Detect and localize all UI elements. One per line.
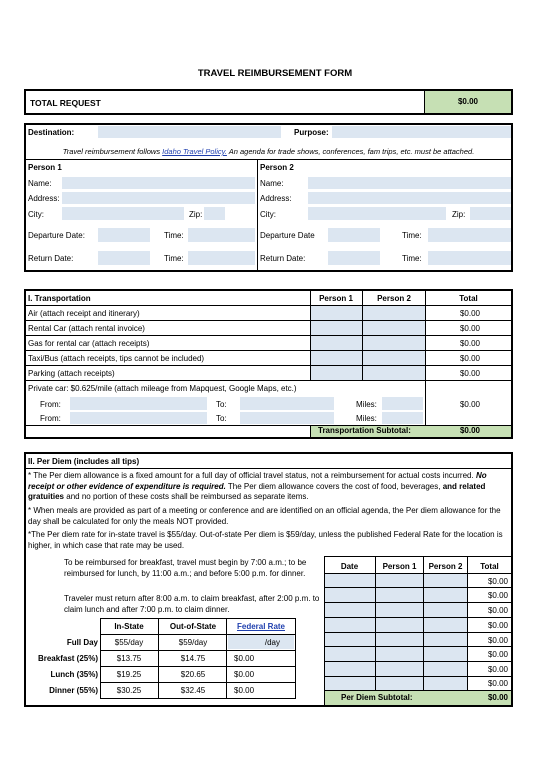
meal-timing-note-2: Traveler must return after 8:00 a.m. to claim breakfast, after 2:00 p.m. to claim lunch and after 7:00 p.m. to claim dinner. xyxy=(64,594,320,614)
rate-row-dinner-label: Dinner (55%) xyxy=(49,686,98,695)
transportation-heading: I. Transportation xyxy=(28,294,91,303)
divider xyxy=(324,573,511,574)
destination-label: Destination: xyxy=(28,128,75,137)
person1-return-label: Return Date: xyxy=(28,254,74,263)
person1-departure-label: Departure Date: xyxy=(28,231,85,240)
rate-row-breakfast-out: $14.75 xyxy=(180,654,206,663)
per-diem-col-person2: Person 2 xyxy=(428,562,463,571)
total-request-value-cell xyxy=(425,91,511,113)
person2-heading: Person 2 xyxy=(260,163,294,172)
miles-label: Miles: xyxy=(356,400,377,409)
total-request-value: $0.00 xyxy=(457,97,479,106)
rate-row-dinner-out: $32.45 xyxy=(180,686,206,695)
transport-col-person1: Person 1 xyxy=(319,294,353,303)
federal-rate-link[interactable]: Federal Rate xyxy=(236,622,286,631)
transport-row-taxi-total: $0.00 xyxy=(459,354,480,363)
person1-zip-input[interactable] xyxy=(204,207,225,220)
traveler-info-box xyxy=(24,123,513,272)
transport-row-air-total: $0.00 xyxy=(459,309,480,318)
policy-note-post: An agenda for trade shows, conferences, fam trips, etc. must be attached. xyxy=(228,147,475,156)
divider xyxy=(295,618,296,698)
person2-city-label: City: xyxy=(260,210,276,219)
rate-row-breakfast-in: $13.75 xyxy=(116,654,142,663)
person1-zip-label: Zip: xyxy=(189,210,203,219)
person1-return-time-input[interactable] xyxy=(188,251,255,265)
per-diem-paragraph-2: * When meals are provided as part of a meeting or conference and are identified on an official agenda, the Per diem allowance for the day shall be calculated for only the meals NOT provided. xyxy=(28,506,501,526)
to-label: To: xyxy=(216,414,227,423)
miles-label: Miles: xyxy=(356,414,377,423)
divider xyxy=(100,618,296,619)
divider xyxy=(26,365,511,366)
purpose-label: Purpose: xyxy=(294,128,329,137)
transportation-box xyxy=(24,289,513,439)
per-diem-p1-a: * The Per diem allowance is a fixed amount for a full day of official travel status, not a reimbursement for actual costs incurred. xyxy=(28,471,474,480)
miles-input-2[interactable] xyxy=(382,412,423,424)
person1-address-input[interactable] xyxy=(62,192,255,204)
divider xyxy=(100,634,296,635)
mileage-to-input-1[interactable] xyxy=(240,397,334,410)
divider xyxy=(26,305,511,306)
per-diem-row-total: $0.00 xyxy=(487,591,508,600)
divider xyxy=(324,617,511,618)
person2-address-label: Address: xyxy=(260,194,292,203)
rate-row-full-day-out: $59/day xyxy=(178,638,208,647)
rate-header-out-of-state: Out-of-State xyxy=(169,622,217,631)
per-diem-p1-d: and related gratuities xyxy=(28,481,486,501)
divider xyxy=(26,335,511,336)
person1-departure-input[interactable] xyxy=(98,228,150,242)
per-diem-p1-c: The Per diem allowance covers the cost of food, beverages, xyxy=(227,481,441,491)
person1-heading: Person 1 xyxy=(28,163,62,172)
private-car-label: Private car: $0.625/mile (attach mileage from Mapquest, Google Maps, etc.) xyxy=(28,384,297,393)
person2-name-input[interactable] xyxy=(308,177,511,189)
per-diem-table xyxy=(324,556,511,705)
divider xyxy=(362,291,363,380)
transport-row-gas-total: $0.00 xyxy=(459,339,480,348)
divider xyxy=(324,632,511,633)
total-request-label: TOTAL REQUEST xyxy=(30,98,101,108)
meal-timing-note-1: To be reimbursed for breakfast, travel must begin by 7:00 a.m.; to be reimbursed for lunch, by 11:00 a.m.; and before 5:00 p.m. for dinner. xyxy=(64,558,307,578)
rate-row-breakfast-label: Breakfast (25%) xyxy=(37,654,98,663)
divider xyxy=(100,698,296,699)
miles-input-1[interactable] xyxy=(382,397,423,410)
rate-header-in-state: In-State xyxy=(114,622,144,631)
rate-row-full-day-label: Full Day xyxy=(66,638,98,647)
person1-name-input[interactable] xyxy=(62,177,255,189)
person2-return-label: Return Date: xyxy=(260,254,306,263)
person1-column-fill xyxy=(310,305,362,380)
rate-row-breakfast-fed: $0.00 xyxy=(234,654,255,663)
per-diem-row-total: $0.00 xyxy=(487,650,508,659)
person2-return-input[interactable] xyxy=(328,251,380,265)
divider xyxy=(375,556,376,690)
divider xyxy=(324,602,511,603)
rate-row-lunch-in: $19.25 xyxy=(116,670,142,679)
transport-row-parking-label: Parking (attach receipts) xyxy=(28,369,115,378)
transport-row-parking-total: $0.00 xyxy=(459,369,480,378)
person1-address-label: Address: xyxy=(28,194,60,203)
mileage-from-input-1[interactable] xyxy=(70,397,207,410)
rate-row-dinner-in: $30.25 xyxy=(116,686,142,695)
person1-departure-time-input[interactable] xyxy=(188,228,255,242)
per-diem-row-total: $0.00 xyxy=(487,606,508,615)
rate-row-full-day-fed: /day xyxy=(264,638,280,647)
divider xyxy=(423,556,424,690)
person1-departure-time-label: Time: xyxy=(164,231,184,240)
per-diem-row-total: $0.00 xyxy=(487,636,508,645)
rate-row-lunch-fed: $0.00 xyxy=(234,670,255,679)
per-diem-col-person1: Person 1 xyxy=(382,562,417,571)
divider xyxy=(26,159,511,160)
divider xyxy=(26,350,511,351)
per-diem-heading: II. Per Diem (includes all tips) xyxy=(28,457,140,466)
per-diem-p1-e: and no portion of these costs shall be reimbursed as separate items. xyxy=(66,492,309,501)
per-diem-row-total: $0.00 xyxy=(487,621,508,630)
destination-input[interactable] xyxy=(98,126,281,138)
per-diem-paragraph-3: *The Per diem rate for in-state travel is $55/day. Out-of-state Per diem is $59/day, unless the published Federal Rate for the location is higher, in which case that rate may be used. xyxy=(28,530,503,550)
from-label: From: xyxy=(40,400,61,409)
per-diem-row-total: $0.00 xyxy=(487,577,508,586)
divider xyxy=(310,425,311,437)
person2-departure-time-label: Time: xyxy=(402,231,422,240)
transport-row-taxi-label: Taxi/Bus (attach receipts, tips cannot be included) xyxy=(28,354,205,363)
mileage-from-input-2[interactable] xyxy=(70,412,207,424)
transport-col-total: Total xyxy=(459,294,478,303)
person2-departure-time-input[interactable] xyxy=(428,228,511,242)
mileage-to-input-2[interactable] xyxy=(240,412,334,424)
private-car-total: $0.00 xyxy=(459,400,480,409)
transport-subtotal-value: $0.00 xyxy=(459,426,480,435)
person2-return-time-input[interactable] xyxy=(428,251,511,265)
person1-city-input[interactable] xyxy=(62,207,184,220)
from-label: From: xyxy=(40,414,61,423)
divider xyxy=(100,618,101,698)
policy-note xyxy=(26,147,511,157)
person1-city-label: City: xyxy=(28,210,44,219)
per-diem-subtotal-cell xyxy=(325,691,511,705)
divider xyxy=(324,661,511,662)
person1-name-label: Name: xyxy=(28,179,52,188)
person2-departure-label: Departure Date xyxy=(260,231,315,240)
transport-row-rental-label: Rental Car (attach rental invoice) xyxy=(28,324,145,333)
per-diem-paragraph-1 xyxy=(28,471,510,503)
divider xyxy=(310,291,311,380)
person2-zip-label: Zip: xyxy=(452,210,466,219)
divider xyxy=(158,618,159,698)
rate-row-lunch-out: $20.65 xyxy=(180,670,206,679)
divider xyxy=(467,556,468,705)
divider xyxy=(257,159,258,270)
person1-return-time-label: Time: xyxy=(164,254,184,263)
divider xyxy=(324,676,511,677)
divider xyxy=(100,666,296,667)
per-diem-box xyxy=(24,452,513,707)
divider xyxy=(26,380,511,381)
divider xyxy=(324,556,325,705)
rate-row-full-day-in: $55/day xyxy=(114,638,144,647)
transport-row-rental-total: $0.00 xyxy=(459,324,480,333)
divider xyxy=(324,587,511,588)
divider xyxy=(324,646,511,647)
transport-subtotal-label: Transportation Subtotal: xyxy=(318,426,411,435)
to-label: To: xyxy=(216,400,227,409)
purpose-input[interactable] xyxy=(332,126,511,138)
person2-city-input[interactable] xyxy=(308,207,446,220)
transport-subtotal-cell xyxy=(310,426,511,437)
divider xyxy=(26,468,511,469)
policy-note-pre: Travel reimbursement follows xyxy=(62,147,161,156)
total-request-box xyxy=(24,89,513,115)
page-title: TRAVEL REIMBURSEMENT FORM xyxy=(197,68,353,79)
divider xyxy=(100,650,296,651)
person1-return-input[interactable] xyxy=(98,251,150,265)
rate-row-dinner-fed: $0.00 xyxy=(234,686,255,695)
person2-address-input[interactable] xyxy=(308,192,511,204)
idaho-travel-policy-link[interactable]: Idaho Travel Policy. xyxy=(162,147,227,156)
divider xyxy=(226,618,227,698)
per-diem-col-date: Date xyxy=(340,562,359,571)
person2-zip-input[interactable] xyxy=(470,207,511,220)
person2-name-label: Name: xyxy=(260,179,284,188)
person2-return-time-label: Time: xyxy=(402,254,422,263)
divider xyxy=(100,682,296,683)
per-diem-col-total: Total xyxy=(480,562,499,571)
transport-row-gas-label: Gas for rental car (attach receipts) xyxy=(28,339,150,348)
person2-departure-input[interactable] xyxy=(328,228,380,242)
per-diem-subtotal-label: Per Diem Subtotal: xyxy=(341,693,413,702)
per-diem-row-total: $0.00 xyxy=(487,679,508,688)
rate-row-lunch-label: Lunch (35%) xyxy=(50,670,98,679)
rate-table xyxy=(26,618,296,698)
per-diem-subtotal-value: $0.00 xyxy=(487,693,508,702)
transport-row-air-label: Air (attach receipt and itinerary) xyxy=(28,309,140,318)
divider xyxy=(324,556,511,557)
per-diem-row-total: $0.00 xyxy=(487,665,508,674)
person2-column-fill xyxy=(363,305,425,380)
transport-col-person2: Person 2 xyxy=(377,294,411,303)
divider xyxy=(26,320,511,321)
per-diem-p1-b: No receipt or other evidence of expenditure is required. xyxy=(28,471,487,491)
